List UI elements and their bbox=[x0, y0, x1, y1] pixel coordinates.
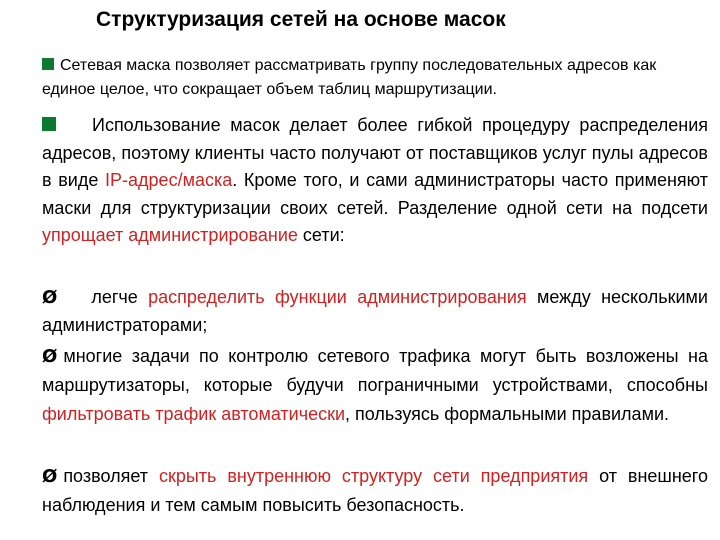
page-title: Структуризация сетей на основе масок bbox=[96, 8, 506, 31]
item-text: , пользуясь формальными правилами. bbox=[345, 404, 670, 424]
arrow-bullet-icon: Ø bbox=[42, 346, 58, 367]
item-text: между несколькими администраторами; bbox=[42, 287, 708, 335]
paragraph-text: сети: bbox=[297, 225, 345, 245]
list-item-distribute-functions bbox=[42, 284, 708, 339]
item-text: позволяет bbox=[63, 466, 159, 486]
paragraph-network-mask bbox=[42, 54, 708, 102]
item-text: от внешнего наблюдения и тем самым повысить безопасность. bbox=[42, 466, 708, 515]
highlight-hide-structure: скрыть внутреннюю структуру сети предприятия bbox=[158, 466, 589, 486]
paragraph-mask-usage bbox=[42, 112, 708, 250]
arrow-bullet-icon: Ø bbox=[42, 287, 58, 308]
highlight-ip-mask: IP-адрес/маска bbox=[105, 170, 233, 190]
list-item-traffic-control bbox=[42, 342, 708, 429]
green-square-bullet-icon bbox=[42, 58, 54, 70]
arrow-bullet-icon: Ø bbox=[42, 466, 58, 487]
highlight-simplifies-admin: упрощает администрирование bbox=[42, 225, 298, 245]
item-text: легче bbox=[91, 287, 149, 307]
paragraph-text: . Кроме того, и сами администраторы часто применяют маски для структуризации своих сетей. Разделение одной сети на подсети bbox=[42, 170, 708, 218]
list-item-hide-structure bbox=[42, 462, 708, 520]
paragraph-text: Сетевая маска позволяет рассматривать группу последовательных адресов как единое целое, что сокращает объем таблиц маршрутизации. bbox=[42, 57, 657, 98]
highlight-filter-traffic: фильтровать трафик автоматически bbox=[42, 404, 346, 424]
green-square-bullet-icon bbox=[42, 117, 56, 131]
paragraph-text: Использование масок делает более гибкой процедуру распределения адресов, поэтому клиенты часто получают от поставщиков услуг пулы адресов в виде bbox=[42, 115, 708, 190]
item-text: многие задачи по контролю сетевого трафика могут быть возложены на маршрутизаторы, которые будучи пограничными устройствами, способны bbox=[42, 346, 708, 395]
highlight-distribute-functions: распределить функции администрирования bbox=[148, 287, 527, 307]
